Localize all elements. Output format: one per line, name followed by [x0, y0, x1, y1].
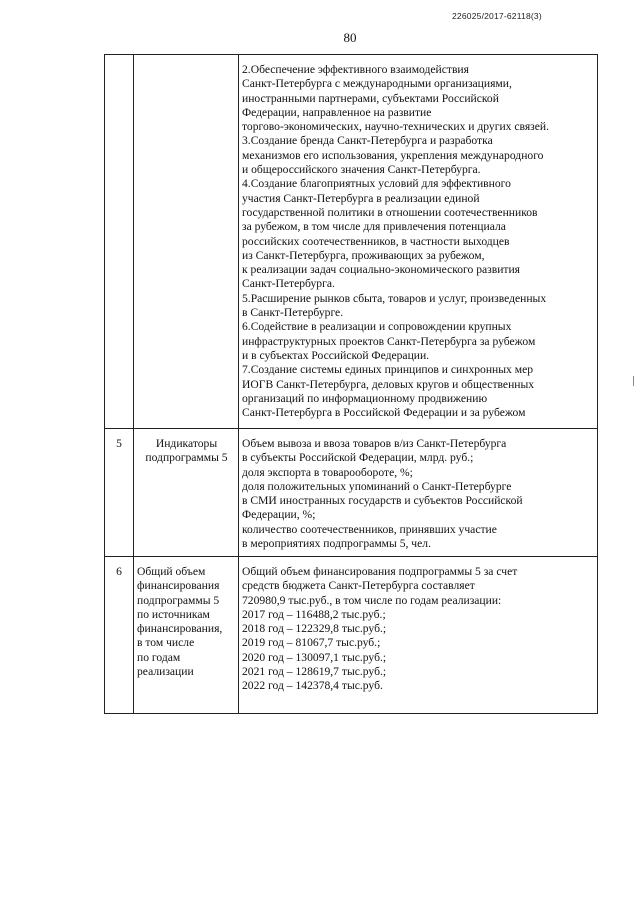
text-line: финансирования: [137, 579, 220, 593]
text-line: Санкт-Петербурга в Российской Федерации и за рубежом: [242, 406, 526, 420]
text-line: в СМИ иностранных государств и субъектов Российской: [242, 494, 523, 508]
text-line: реализации: [137, 665, 194, 679]
text-line: иностранными партнерами, субъектами Российской: [242, 91, 499, 105]
text-line: Федерации, %;: [242, 508, 316, 522]
row-number-cell: [105, 55, 134, 429]
text-line: российских соотечественников, в частности выходцев: [242, 234, 510, 248]
text-line: к реализации задач социально-экономического развития: [242, 263, 521, 277]
text-line: участия Санкт-Петербурга в реализации единой: [242, 191, 480, 205]
text-line: количество соотечественников, принявших участие: [242, 522, 497, 536]
text-line: подпрограммы 5: [137, 593, 220, 607]
text-line: ИОГВ Санкт-Петербурга, деловых кругов и общественных: [242, 377, 535, 391]
table-row: [105, 429, 598, 557]
table-row: [105, 55, 598, 429]
text-line: Общий объем: [137, 565, 206, 578]
text-line: 2020 год – 130097,1 тыс.руб.;: [242, 650, 387, 664]
text-line: механизмов его использования, укрепления международного: [242, 148, 544, 162]
text-line: в мероприятиях подпрограммы 5, чел.: [242, 537, 431, 551]
text-line: 2018 год – 122329,8 тыс.руб.;: [242, 622, 387, 636]
text-line: 5.Расширение рынков сбыта, товаров и услуг, произведенных: [242, 291, 547, 305]
row-number-cell: 5: [105, 429, 134, 557]
text-line: в Санкт-Петербурге.: [242, 306, 344, 320]
text-line: по источникам: [137, 607, 210, 621]
text-line: и общероссийского значения Санкт-Петербурга.: [242, 163, 481, 177]
text-line: Санкт-Петербурга.: [242, 277, 335, 291]
table-row: [105, 557, 598, 714]
text-line: 3.Создание бренда Санкт-Петербурга и разработка: [242, 134, 493, 148]
text-line: 2022 год – 142378,4 тыс.руб.: [242, 679, 383, 693]
row-label-cell: [134, 55, 239, 429]
row-label-cell: [134, 557, 239, 714]
text-line: 2019 год – 81067,7 тыс.руб.;: [242, 636, 381, 650]
row-label-cell: [134, 429, 239, 557]
text-line: из Санкт-Петербурга, проживающих за рубежом,: [242, 248, 485, 262]
page-number: 80: [343, 30, 357, 45]
text-line: по годам: [137, 650, 181, 664]
scan-artifact-mark: [633, 376, 634, 386]
document-id: 226025/2017-62118(3): [452, 11, 542, 21]
text-line: 2017 год – 116488,2 тыс.руб.;: [242, 607, 386, 621]
text-line: Индикаторы: [155, 437, 218, 450]
text-line: инфраструктурных проектов Санкт-Петербурга за рубежом: [242, 334, 536, 348]
subprogram-table: [104, 54, 598, 714]
row-content-cell: [239, 55, 598, 429]
text-line: торгово-экономических, научно-технических и других связей.: [242, 120, 549, 134]
row-content-cell: [239, 557, 598, 714]
text-line: организаций по информационному продвижению: [242, 391, 488, 405]
text-line: доля экспорта в товарообороте, %;: [242, 465, 413, 479]
text-line: средств бюджета Санкт-Петербурга составляет: [242, 579, 475, 593]
text-line: 6.Содействие в реализации и сопровождении крупных: [242, 320, 512, 334]
text-line: за рубежом, в том числе для привлечения потенциала: [242, 220, 506, 234]
text-line: финансирования,: [137, 622, 223, 636]
text-line: 720980,9 тыс.руб., в том числе по годам реализации:: [242, 593, 502, 607]
text-line: доля положительных упоминаний о Санкт-Петербурге: [242, 479, 512, 493]
text-line: в субъекты Российской Федерации, млрд. руб.;: [242, 451, 474, 465]
text-line: Федерации, направленное на развитие: [242, 105, 432, 119]
text-line: 2.Обеспечение эффективного взаимодействия: [242, 63, 469, 76]
row-number-cell: 6: [105, 557, 134, 714]
text-line: 4.Создание благоприятных условий для эффективного: [242, 177, 511, 191]
row-content-cell: [239, 429, 598, 557]
text-line: Санкт-Петербурга с международными организациями,: [242, 77, 512, 91]
text-line: и в субъектах Российской Федерации.: [242, 348, 430, 362]
text-line: Общий объем финансирования подпрограммы 5 за счет: [242, 565, 518, 578]
text-line: в том числе: [137, 636, 195, 650]
text-line: 7.Создание системы единых принципов и синхронных мер: [242, 363, 534, 377]
text-line: Объем вывоза и ввоза товаров в/из Санкт-Петербурга: [242, 437, 507, 450]
text-line: подпрограммы 5: [145, 451, 228, 465]
text-line: 2021 год – 128619,7 тыс.руб.;: [242, 665, 387, 679]
text-line: государственной политики в отношении соотечественников: [242, 205, 538, 219]
